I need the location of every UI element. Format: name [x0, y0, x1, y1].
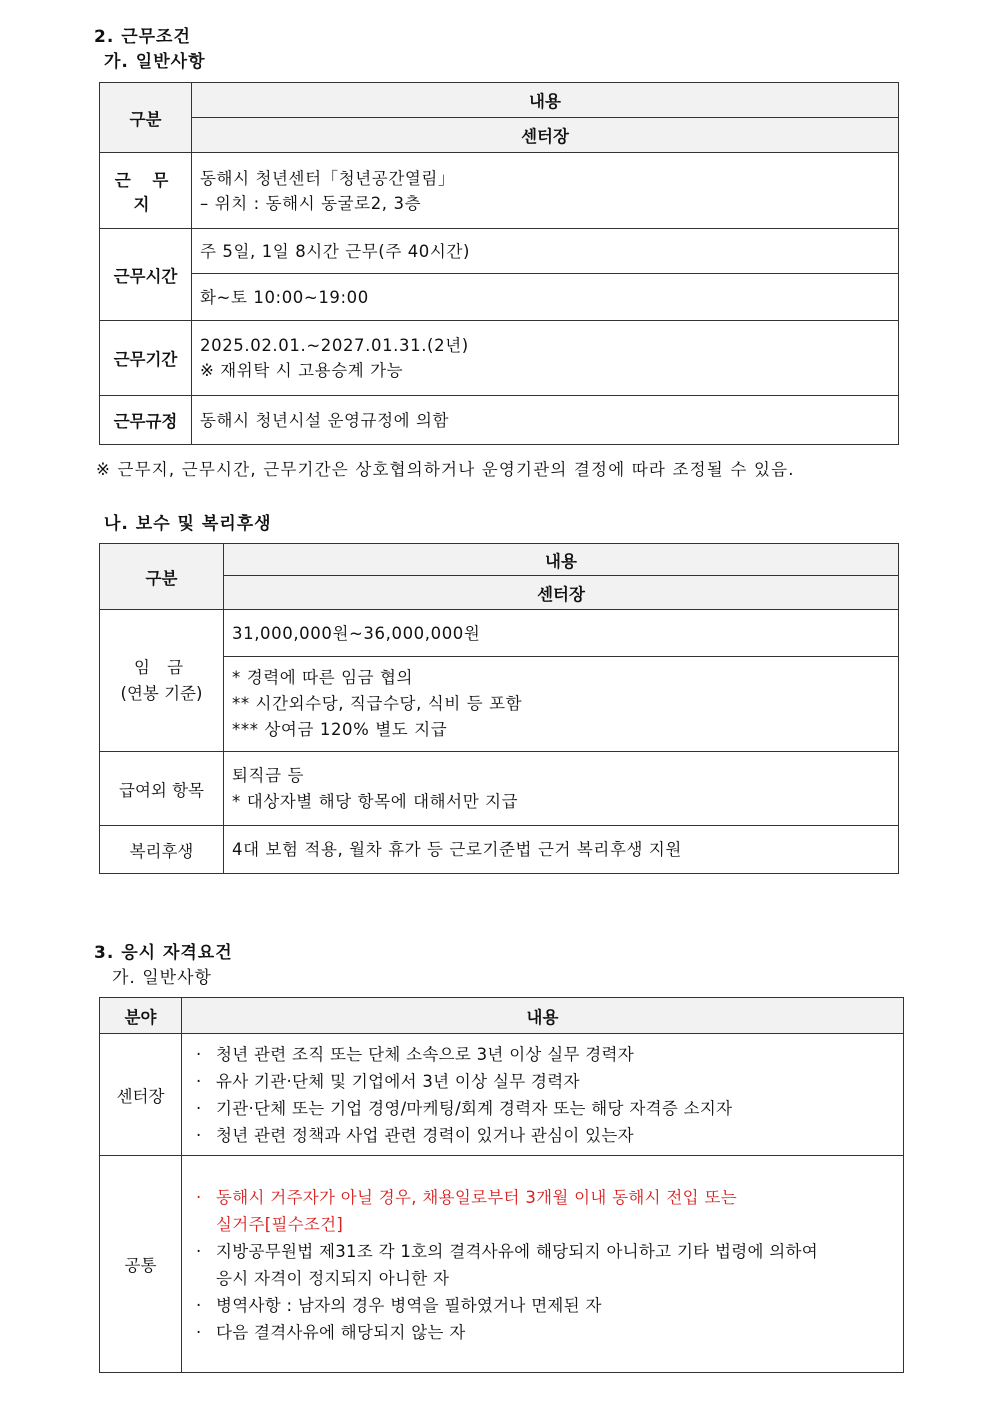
- row-label-extra-pay: 급여외 항목: [100, 752, 224, 826]
- row-label-work-rules: 근무규정: [100, 396, 192, 445]
- row-label-wage: [100, 610, 224, 752]
- workplace-location: – 위치 : 동해시 동굴로2, 3층: [200, 193, 422, 213]
- requirement-item: · 청년 관련 조직 또는 단체 소속으로 3년 이상 실무 경력자: [196, 1041, 903, 1068]
- row-label-center-director: 센터장: [100, 1034, 182, 1156]
- welfare-line: 4대 보험 적용, 월차 휴가 등 근로기준법 근거 복리후생 지원: [224, 826, 899, 874]
- table2-header-content: 내용: [224, 544, 899, 576]
- wage-notes-cell: [224, 657, 899, 752]
- workplace-cell: [192, 153, 899, 229]
- requirement-item: · 청년 관련 정책과 사업 관련 경력이 있거나 관심이 있는자: [196, 1122, 903, 1149]
- extra-pay-line: 퇴직금 등: [232, 765, 305, 785]
- work-period-cell: [192, 321, 899, 396]
- common-requirements: [182, 1156, 904, 1373]
- qualification-table: [99, 997, 904, 1373]
- section-3a-heading: 가. 일반사항: [112, 968, 212, 988]
- requirement-item: · 기관·단체 또는 기업 경영/마케팅/회계 경력자 또는 해당 자격증 소지자: [196, 1095, 903, 1122]
- table2-header-center-director: 센터장: [224, 576, 899, 610]
- row-label-welfare: 복리후생: [100, 826, 224, 874]
- military-requirement: · 병역사항 : 남자의 경우 병역을 필하였거나 면제된 자: [196, 1292, 903, 1319]
- row-label-work-period: 근무기간: [100, 321, 192, 396]
- wage-note-3: *** 상여금 120% 별도 지급: [232, 720, 448, 739]
- table1-header-content: 내용: [192, 83, 899, 118]
- pay-welfare-table: [99, 543, 899, 874]
- wage-note-2: ** 시간외수당, 직급수당, 식비 등 포함: [232, 694, 523, 713]
- table1-header-category: 구분: [100, 83, 192, 153]
- section-3-heading: 3. 응시 자격요건: [94, 943, 233, 963]
- section-2b-heading: 나. 보수 및 복리후생: [104, 514, 272, 534]
- wage-note-1: * 경력에 따른 임금 협의: [232, 668, 414, 687]
- residency-line-2: 실거주[필수조건]: [216, 1215, 344, 1234]
- center-director-requirements: [182, 1034, 904, 1156]
- adjustment-note: ※ 근무지, 근무시간, 근무기간은 상호협의하거나 운영기관의 결정에 따라 조정될 수 있음.: [96, 460, 795, 479]
- table3-header-content: 내용: [182, 998, 904, 1034]
- law-line-2: 응시 자격이 정지되지 아니한 자: [216, 1269, 450, 1288]
- workplace-line: 동해시 청년센터「청년공간열림」: [200, 168, 456, 188]
- work-hours-line2: 화~토 10:00~19:00: [192, 274, 899, 321]
- work-hours-line1: 주 5일, 1일 8시간 근무(주 40시간): [192, 229, 899, 274]
- table2-header-category: 구분: [100, 544, 224, 610]
- disqualification-law-requirement: [196, 1238, 903, 1292]
- row-label-common: 공통: [100, 1156, 182, 1373]
- work-period-dates: 2025.02.01.~2027.01.31.(2년): [200, 336, 469, 355]
- table3-header-field: 분야: [100, 998, 182, 1034]
- extra-pay-note: * 대상자별 해당 항목에 대해서만 지급: [232, 791, 519, 811]
- wage-basis-label: (연봉 기준): [120, 683, 203, 703]
- work-period-note: ※ 재위탁 시 고용승계 가능: [200, 361, 404, 380]
- section-2a-heading: 가. 일반사항: [104, 52, 206, 72]
- residency-requirement: [196, 1184, 903, 1238]
- disqualification-requirement: · 다음 결격사유에 해당되지 않는 자: [196, 1319, 903, 1346]
- residency-line-1: · 동해시 거주자가 아닐 경우, 채용일로부터 3개월 이내 동해시 전입 또는: [216, 1188, 737, 1207]
- requirement-item: · 유사 기관·단체 및 기업에서 3년 이상 실무 경력자: [196, 1068, 903, 1095]
- work-rules-line: 동해시 청년시설 운영규정에 의함: [192, 396, 899, 445]
- extra-pay-cell: [224, 752, 899, 826]
- wage-label: 임 금: [133, 657, 190, 677]
- wage-range: 31,000,000원~36,000,000원: [224, 610, 899, 657]
- work-conditions-table: [99, 82, 899, 445]
- table1-header-center-director: 센터장: [192, 118, 899, 153]
- row-label-work-hours: 근무시간: [100, 229, 192, 321]
- row-label-workplace: 근 무 지: [100, 153, 192, 229]
- section-2-heading: 2. 근무조건: [94, 27, 191, 47]
- law-line-1: · 지방공무원법 제31조 각 1호의 결격사유에 해당되지 아니하고 기타 법령에 의하여: [216, 1242, 818, 1261]
